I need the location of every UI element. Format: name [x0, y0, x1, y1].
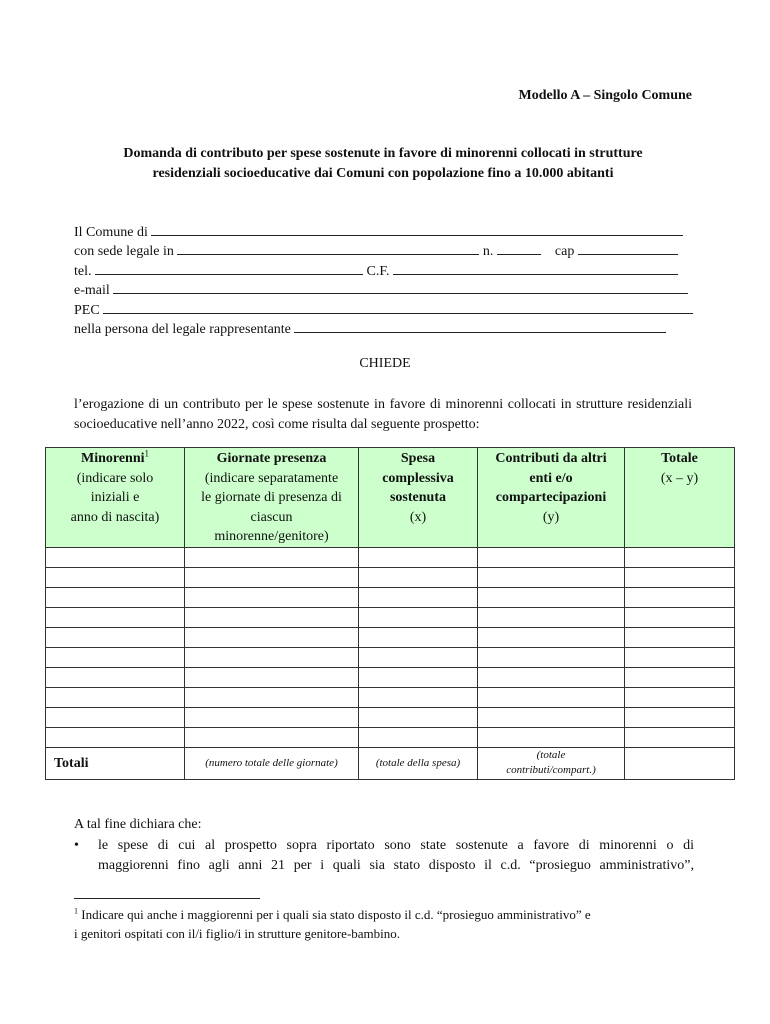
table-cell[interactable]	[185, 567, 359, 587]
declaration-bullet	[74, 836, 694, 876]
sede-label: con sede legale in	[74, 244, 174, 260]
table-cell[interactable]	[625, 607, 735, 627]
numero-input-line[interactable]	[497, 241, 541, 255]
col1-line-2: iniziali e	[90, 490, 140, 505]
table-row	[46, 547, 735, 567]
table-cell[interactable]	[185, 727, 359, 747]
table-cell[interactable]	[625, 627, 735, 647]
table-cell[interactable]	[478, 727, 625, 747]
table-row	[46, 687, 735, 707]
pec-input-line[interactable]	[103, 300, 693, 314]
model-label: Modello A – Singolo Comune	[518, 88, 692, 103]
bullet-line-1: le spese di cui al prospetto sopra riportato sono state sostenute a favore di minorenni o di	[98, 838, 694, 853]
footnote	[74, 905, 694, 943]
footnote-divider	[74, 898, 260, 899]
col4-sub: (y)	[542, 509, 560, 525]
table-cell[interactable]	[359, 727, 478, 747]
col5-title: Totale	[661, 451, 698, 466]
col3-line-2: complessiva	[382, 470, 454, 486]
table-cell[interactable]	[46, 547, 185, 567]
table-cell[interactable]	[185, 627, 359, 647]
table-cell[interactable]	[625, 687, 735, 707]
col3-line-3: sostenuta	[389, 490, 446, 505]
table-cell[interactable]	[185, 667, 359, 687]
totals-row	[46, 747, 735, 779]
col1-line-1: (indicare solo	[76, 470, 154, 486]
totals-contributi-line-2: contributi/compart.)	[506, 764, 596, 776]
col3-line-1: Spesa	[400, 451, 436, 466]
document-title	[70, 144, 696, 184]
col2-title: Giornate presenza	[216, 451, 327, 466]
bullet-line-2: maggiorenni fino agli anni 21 per i quali sia stato disposto il c.d. “prosieguo amministrativo”,	[98, 858, 694, 873]
table-cell[interactable]	[46, 627, 185, 647]
col4-line-2: enti e/o	[529, 470, 573, 486]
table-cell[interactable]	[625, 727, 735, 747]
totals-contributi-cell[interactable]	[478, 747, 625, 779]
table-cell[interactable]	[46, 707, 185, 727]
table-header-row	[46, 448, 735, 548]
col4-line-3: compartecipazioni	[495, 490, 607, 505]
footnote-ref: 1	[144, 448, 150, 459]
col2-line-2: le giornate di presenza di	[201, 490, 342, 505]
cf-label: C.F.	[366, 263, 390, 279]
table-row	[46, 647, 735, 667]
table-cell[interactable]	[478, 647, 625, 667]
table-cell[interactable]	[478, 587, 625, 607]
table-row	[46, 567, 735, 587]
col-header-minorenni	[46, 448, 185, 548]
totals-spesa-cell[interactable]: (totale della spesa)	[359, 747, 478, 779]
table-cell[interactable]	[46, 687, 185, 707]
cf-input-line[interactable]	[393, 261, 678, 275]
table-cell[interactable]	[359, 647, 478, 667]
bullet-dot-icon: •	[74, 838, 79, 853]
cap-input-line[interactable]	[578, 241, 678, 255]
table-cell[interactable]	[625, 547, 735, 567]
field-row-email	[74, 280, 696, 299]
col5-sub: (x – y)	[660, 470, 699, 486]
col-header-totale	[625, 448, 735, 548]
table-cell[interactable]	[359, 627, 478, 647]
col-header-spesa	[359, 448, 478, 548]
table-cell[interactable]	[359, 567, 478, 587]
col2-line-1: (indicare separatamente	[204, 470, 339, 486]
table-cell[interactable]	[625, 707, 735, 727]
comune-label: Il Comune di	[74, 225, 148, 240]
table-cell[interactable]	[185, 687, 359, 707]
table-cell[interactable]	[625, 587, 735, 607]
table-row	[46, 667, 735, 687]
table-cell[interactable]	[46, 647, 185, 667]
footnote-line-2: i genitori ospitati con il/i figlio/i in strutture genitore-bambino.	[74, 926, 401, 941]
table-cell[interactable]	[46, 607, 185, 627]
table-cell[interactable]	[478, 707, 625, 727]
table-cell[interactable]	[478, 547, 625, 567]
col3-sub: (x)	[409, 509, 427, 525]
table-cell[interactable]	[359, 667, 478, 687]
table-row	[46, 607, 735, 627]
declaration-lead: A tal fine dichiara che:	[74, 817, 202, 832]
col2-line-4: minorenne/genitore)	[214, 529, 329, 544]
sede-input-line[interactable]	[177, 241, 479, 255]
col1-title: Minorenni	[80, 451, 145, 466]
table-cell[interactable]	[625, 667, 735, 687]
table-row	[46, 587, 735, 607]
table-row	[46, 627, 735, 647]
numero-label: n.	[482, 244, 494, 260]
table-cell[interactable]	[185, 707, 359, 727]
field-row-comune	[74, 222, 696, 241]
table-cell[interactable]	[359, 707, 478, 727]
table-cell[interactable]	[46, 587, 185, 607]
applicant-fields	[74, 222, 696, 338]
col-header-giornate	[185, 448, 359, 548]
cap-label: cap	[554, 244, 575, 260]
rappresentante-input-line[interactable]	[294, 319, 666, 333]
col2-line-3: ciascun	[250, 509, 293, 525]
table-row	[46, 707, 735, 727]
table-row	[46, 727, 735, 747]
table-cell[interactable]	[478, 607, 625, 627]
col-header-contributi	[478, 448, 625, 548]
title-line-1: Domanda di contributo per spese sostenute in favore di minorenni collocati in strutture	[123, 146, 643, 161]
rappresentante-label: nella persona del legale rappresentante	[74, 321, 291, 337]
email-input-line[interactable]	[113, 280, 688, 294]
table-cell[interactable]	[359, 547, 478, 567]
field-row-sede	[74, 241, 696, 260]
table-cell[interactable]	[185, 587, 359, 607]
tel-label: tel.	[74, 263, 92, 279]
col1-line-3: anno di nascita)	[70, 509, 160, 525]
intro-paragraph: l’erogazione di un contributo per le spese sostenute in favore di minorenni collocati in strutture residenziali socioeducative nell’anno 2022, così come risulta dal seguente prospetto:	[74, 397, 692, 432]
table-cell[interactable]	[478, 627, 625, 647]
totals-giornate-cell[interactable]: (numero totale delle giornate)	[185, 747, 359, 779]
table-cell[interactable]	[478, 567, 625, 587]
email-label: e-mail	[74, 283, 110, 299]
field-row-pec	[74, 300, 696, 319]
chiede-heading: CHIEDE	[359, 356, 411, 371]
table-cell[interactable]	[46, 727, 185, 747]
title-line-2: residenziali socioeducative dai Comuni con popolazione fino a 10.000 abitanti	[152, 166, 614, 181]
table-cell[interactable]	[185, 607, 359, 627]
table-cell[interactable]	[46, 667, 185, 687]
col4-line-1: Contributi da altri	[495, 451, 607, 466]
table-cell[interactable]	[625, 647, 735, 667]
table-cell[interactable]	[359, 687, 478, 707]
footnote-line-1	[74, 905, 694, 924]
table-cell[interactable]	[625, 567, 735, 587]
pec-label: PEC	[74, 302, 100, 318]
table-cell[interactable]	[185, 547, 359, 567]
footnote-mark: 1	[74, 906, 78, 916]
totals-totale-cell[interactable]	[625, 747, 735, 779]
totals-label: Totali	[46, 747, 185, 779]
table-cell[interactable]	[478, 687, 625, 707]
table-body	[46, 547, 735, 779]
tel-input-line[interactable]	[95, 261, 363, 275]
field-row-rappresentante	[74, 319, 696, 338]
table-cell[interactable]	[359, 587, 478, 607]
table-cell[interactable]	[185, 647, 359, 667]
field-row-tel	[74, 261, 696, 280]
table-cell[interactable]	[46, 567, 185, 587]
totals-contributi-line-1: (totale	[536, 749, 566, 761]
footnote-text-1: Indicare qui anche i maggiorenni per i quali sia stato disposto il c.d. “prosieguo amministrativo” e	[81, 907, 591, 922]
prospetto-table	[45, 447, 735, 780]
comune-input-line[interactable]	[151, 222, 683, 236]
table-cell[interactable]	[478, 667, 625, 687]
table-cell[interactable]	[359, 607, 478, 627]
